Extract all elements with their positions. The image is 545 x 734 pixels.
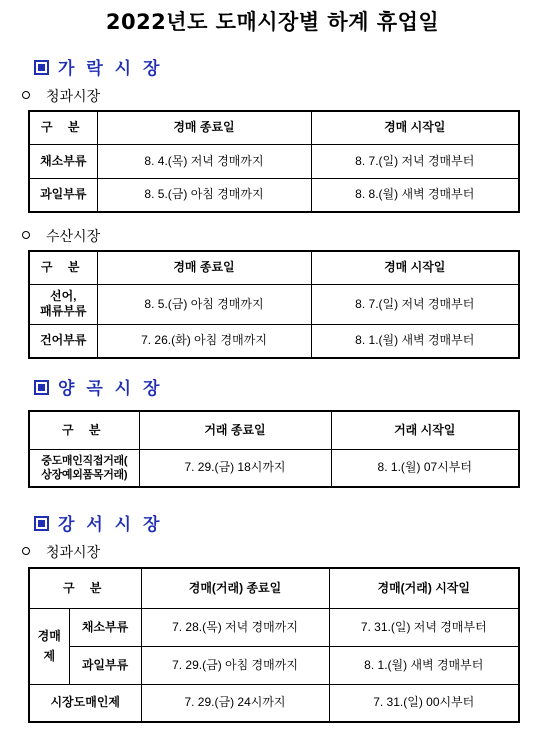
row-start: 8. 1.(월) 새벽 경매부터 bbox=[311, 324, 519, 358]
row-category-line1: 중도매인직접거래( bbox=[41, 454, 128, 467]
row-category: 과일부류 bbox=[69, 646, 141, 684]
table-row bbox=[29, 646, 519, 684]
table-row bbox=[29, 449, 519, 487]
row-start: 8. 7.(일) 저녁 경매부터 bbox=[311, 284, 519, 324]
table-row bbox=[29, 284, 519, 324]
circle-bullet-icon bbox=[22, 91, 30, 99]
row-category-line2: 패류부류 bbox=[40, 304, 87, 318]
garak-produce-table bbox=[28, 110, 520, 213]
table-row bbox=[29, 324, 519, 358]
row-end: 7. 29.(금) 아침 경매까지 bbox=[141, 646, 329, 684]
subheading-garak-produce bbox=[22, 86, 100, 106]
section-heading-gangseo bbox=[34, 510, 162, 535]
row-category bbox=[29, 284, 97, 324]
subheading-garak-seafood bbox=[22, 226, 100, 246]
row-category bbox=[29, 449, 139, 487]
header-start: 거래 시작일 bbox=[331, 411, 519, 449]
header-start: 경매 시작일 bbox=[311, 251, 519, 284]
header-end: 거래 종료일 bbox=[139, 411, 331, 449]
row-end: 7. 28.(목) 저녁 경매까지 bbox=[141, 608, 329, 646]
section-heading-garak-text: 가 락 시 장 bbox=[58, 59, 163, 79]
row-start: 8. 8.(월) 새벽 경매부터 bbox=[311, 178, 519, 212]
header-category: 구 분 bbox=[29, 568, 141, 608]
header-category: 구 분 bbox=[29, 251, 97, 284]
row-end: 8. 4.(목) 저녁 경매까지 bbox=[97, 144, 311, 178]
header-start: 경매 시작일 bbox=[311, 111, 519, 144]
section-heading-gangseo-text: 강 서 시 장 bbox=[58, 515, 163, 535]
square-bullet-icon bbox=[34, 60, 49, 75]
row-category: 건어부류 bbox=[29, 324, 97, 358]
square-bullet-icon bbox=[34, 380, 49, 395]
table-row bbox=[29, 608, 519, 646]
page-title: 2022년도 도매시장별 하계 휴업일 bbox=[105, 10, 440, 34]
row-end: 7. 26.(화) 아침 경매까지 bbox=[97, 324, 311, 358]
group-label-line2: 제 bbox=[43, 649, 56, 663]
header-category: 구 분 bbox=[29, 411, 139, 449]
table-header-row bbox=[29, 568, 519, 608]
subheading-gangseo-produce-text: 청과시장 bbox=[46, 545, 101, 561]
row-start: 8. 1.(월) 새벽 경매부터 bbox=[329, 646, 519, 684]
circle-bullet-icon bbox=[22, 231, 30, 239]
table-header-row bbox=[29, 411, 519, 449]
row-category: 시장도매인제 bbox=[29, 684, 141, 722]
row-category-line1: 선어, bbox=[49, 289, 77, 303]
group-label-auction bbox=[29, 608, 69, 684]
table-row bbox=[29, 684, 519, 722]
table-header-row bbox=[29, 251, 519, 284]
row-category: 과일부류 bbox=[29, 178, 97, 212]
header-start: 경매(거래) 시작일 bbox=[329, 568, 519, 608]
square-bullet-icon bbox=[34, 516, 49, 531]
garak-seafood-table bbox=[28, 250, 520, 359]
header-category: 구 분 bbox=[29, 111, 97, 144]
header-end: 경매 종료일 bbox=[97, 251, 311, 284]
subheading-gangseo-produce bbox=[22, 542, 100, 562]
row-category: 채소부류 bbox=[29, 144, 97, 178]
subheading-garak-seafood-text: 수산시장 bbox=[46, 229, 101, 245]
row-end: 7. 29.(금) 18시까지 bbox=[139, 449, 331, 487]
gangseo-produce-table bbox=[28, 567, 520, 723]
header-end: 경매(거래) 종료일 bbox=[141, 568, 329, 608]
subheading-garak-produce-text: 청과시장 bbox=[46, 89, 101, 105]
row-end: 8. 5.(금) 아침 경매까지 bbox=[97, 178, 311, 212]
group-label-line1: 경매 bbox=[37, 629, 61, 643]
row-end: 8. 5.(금) 아침 경매까지 bbox=[97, 284, 311, 324]
row-start: 7. 31.(일) 00시부터 bbox=[329, 684, 519, 722]
section-heading-yanggok-text: 양 곡 시 장 bbox=[58, 379, 163, 399]
circle-bullet-icon bbox=[22, 547, 30, 555]
table-header-row bbox=[29, 111, 519, 144]
section-heading-garak bbox=[34, 54, 162, 79]
row-start: 8. 1.(월) 07시부터 bbox=[331, 449, 519, 487]
table-row bbox=[29, 178, 519, 212]
yanggok-table bbox=[28, 410, 520, 488]
row-category: 채소부류 bbox=[69, 608, 141, 646]
row-end: 7. 29.(금) 24시까지 bbox=[141, 684, 329, 722]
row-start: 7. 31.(일) 저녁 경매부터 bbox=[329, 608, 519, 646]
row-category-line2: 상장예외품목거래) bbox=[41, 468, 128, 481]
header-end: 경매 종료일 bbox=[97, 111, 311, 144]
row-start: 8. 7.(일) 저녁 경매부터 bbox=[311, 144, 519, 178]
section-heading-yanggok bbox=[34, 374, 162, 399]
table-row bbox=[29, 144, 519, 178]
